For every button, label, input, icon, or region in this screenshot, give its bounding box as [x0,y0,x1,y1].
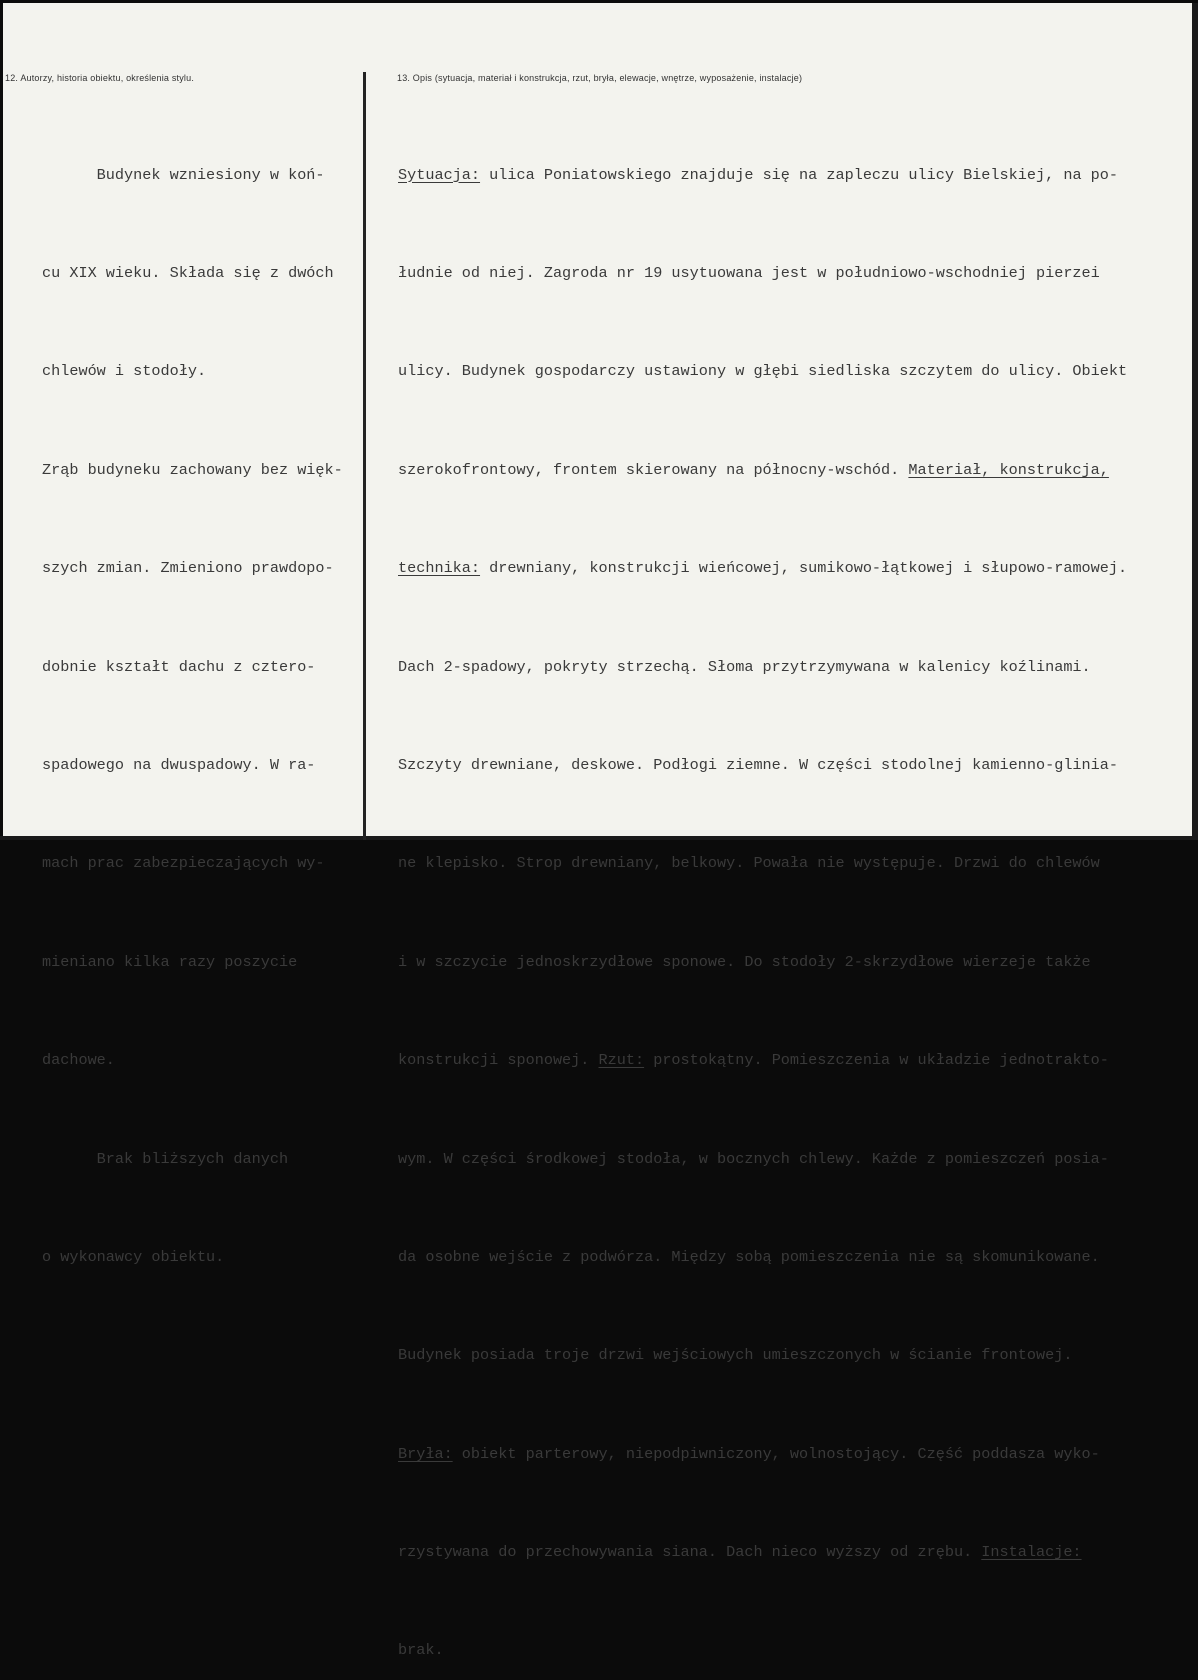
text-line: wym. W części środkowej stodoła, w bocznych chlewy. Każde z pomieszczeń posia- [398,1149,1109,1168]
heading-rzut: Rzut: [598,1051,645,1070]
history-text [42,93,362,1306]
text-line: Budynek posiada troje drzwi wejściowych umieszczonych w ścianie frontowej. [398,1346,1073,1365]
heading-sytuacja: Sytuacja: [398,165,481,184]
heading-technika: technika: [398,559,481,578]
text-line: Szczyty drewniane, deskowe. Podłogi ziemne. W części stodolnej kamienno-glinia- [398,755,1119,774]
text-line: szych zmian. Zmieniono prawdopo- [42,559,334,578]
column-divider [363,72,366,840]
text-line: ulicy. Budynek gospodarczy ustawiony w głębi siedliska szczytem do ulicy. Obiekt [398,362,1128,381]
heading-material: Materiał, konstrukcja, [908,460,1109,479]
text-line: Dach 2-spadowy, pokryty strzechą. Słoma przytrzymywana w kalenicy koźlinami. [398,657,1091,676]
text-line: Bryła: obiekt parterowy, niepodpiwniczony, wolnostojący. Część poddasza wyko- [398,1444,1100,1463]
section-12-header: 12. Autorzy, historia obiektu, określenia stylu. [5,73,195,83]
text-line: ne klepisko. Strop drewniany, belkowy. Powała nie występuje. Drzwi do chlewów [398,854,1100,873]
text-line: Brak bliższych danych [42,1149,289,1168]
text-line: i w szczycie jednoskrzydłowe sponowe. Do stodoły 2-skrzydłowe wierzeje także [398,952,1091,971]
text-line: Sytuacja: ulica Poniatowskiego znajduje się na zapleczu ulicy Bielskiej, na po- [398,165,1119,184]
text-line: mieniano kilka razy poszycie [42,952,298,971]
text-line: chlewów i stodoły. [42,362,207,381]
description-text [398,93,1178,1680]
heading-bryla: Bryła: [398,1444,453,1463]
text-line: cu XIX wieku. Składa się z dwóch [42,263,334,282]
text-line: mach prac zabezpieczających wy- [42,854,325,873]
text-line: łudnie od niej. Zagroda nr 19 usytuowana jest w południowo-wschodniej pierzei [398,263,1100,282]
text-line: dachowe. [42,1051,115,1070]
text-line: szerokofrontowy, frontem skierowany na północny-wschód. Materiał, konstrukcja, [398,460,1109,479]
text-line: konstrukcji sponowej. Rzut: prostokątny. Pomieszczenia w układzie jednotrakto- [398,1051,1109,1070]
text-line: rzystywana do przechowywania siana. Dach nieco wyższy od zrębu. Instalacje: [398,1543,1082,1562]
text-line: o wykonawcy obiektu. [42,1247,225,1266]
text-line: dobnie kształt dachu z cztero- [42,657,316,676]
text-line: spadowego na dwuspadowy. W ra- [42,755,316,774]
text-line: da osobne wejście z podwórza. Między sobą pomieszczenia nie są skomunikowane. [398,1247,1100,1266]
text-line: brak. [398,1641,444,1660]
section-13-header: 13. Opis (sytuacja, materiał i konstrukcja, rzut, bryła, elewacje, wnętrze, wyposażenie, instalacje) [397,73,803,83]
text-line: Budynek wzniesiony w koń- [42,165,325,184]
text-line: Zrąb budyneku zachowany bez więk- [42,460,343,479]
scan-edge-right [1192,3,1198,837]
heading-instalacje: Instalacje: [981,1543,1082,1562]
text-line: technika: drewniany, konstrukcji wieńcowej, sumikowo-łątkowej i słupowo-ramowej. [398,559,1128,578]
